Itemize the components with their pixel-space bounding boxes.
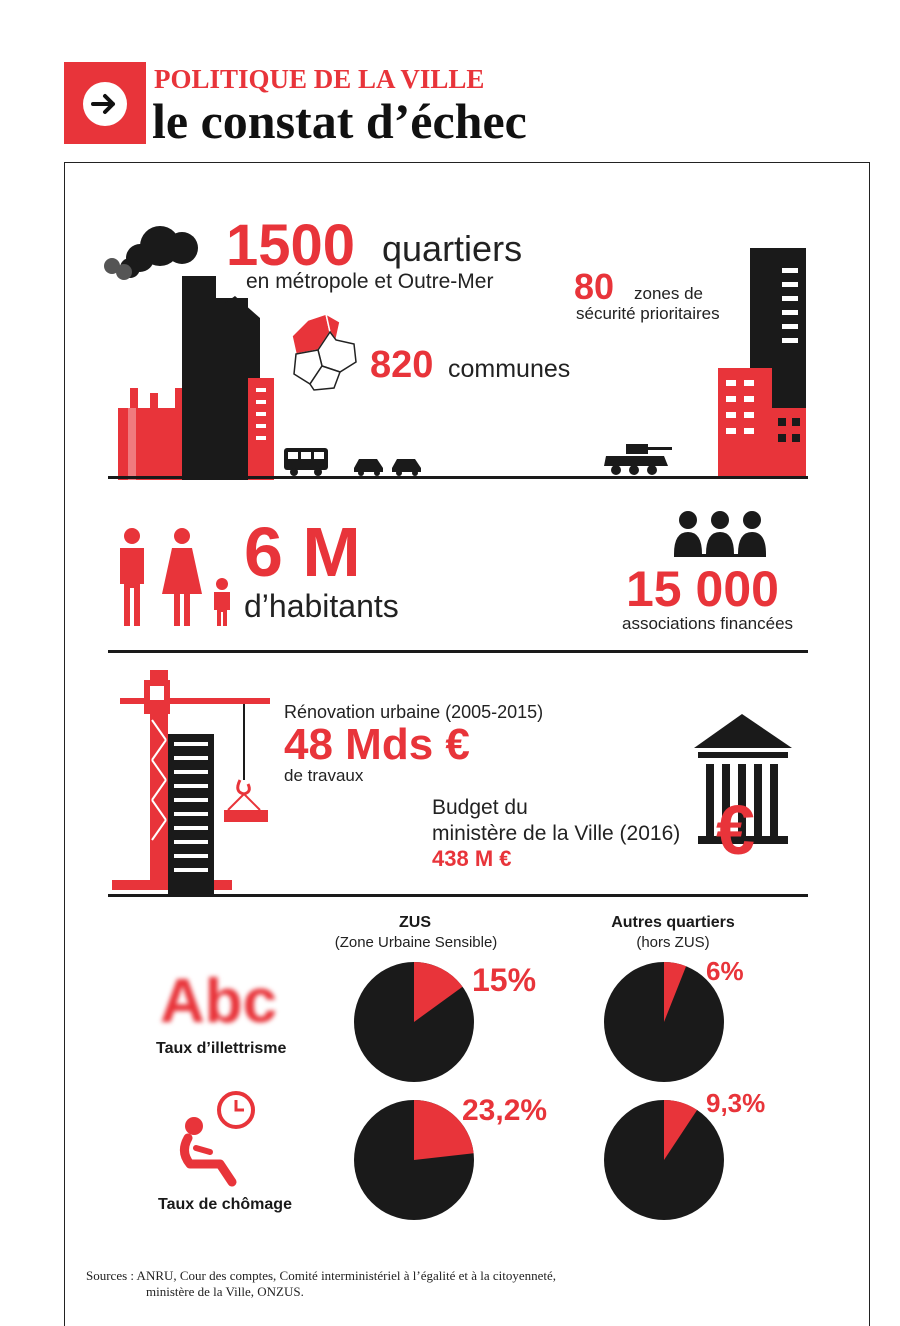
habitants-label: d’habitants — [244, 588, 399, 624]
chomage-autres-value: 9,3% — [706, 1088, 766, 1118]
chomage-zus-value: 23,2% — [462, 1094, 548, 1127]
renovation-title: Rénovation urbaine (2005-2015) — [284, 702, 544, 722]
budget-line2: ministère de la Ville (2016) — [432, 822, 681, 845]
section-divider-2 — [108, 894, 808, 897]
row-chomage-label: Taux de chômage — [158, 1196, 292, 1213]
communes-label: communes — [448, 355, 571, 383]
row-illettrisme-label: Taux d’illettrisme — [156, 1040, 287, 1057]
arrow-right-icon — [83, 82, 127, 126]
car-icon — [352, 456, 386, 476]
budget-line1: Budget du — [432, 796, 528, 819]
pie-chomage-zus — [352, 1098, 476, 1222]
ministry-building-icon — [694, 714, 804, 869]
budget-value: 438 M € — [432, 846, 512, 871]
map-icon — [288, 310, 360, 392]
associations-label: associations financées — [622, 614, 794, 633]
svg-text:€: € — [716, 791, 755, 869]
section-divider-1 — [108, 650, 808, 653]
abc-icon: Abc — [160, 967, 278, 1036]
quartiers-label: quartiers — [382, 228, 523, 269]
zones-label: zones de — [634, 284, 703, 303]
page-title: le constat d’échec — [152, 93, 527, 149]
associations-value: 15 000 — [626, 561, 779, 617]
communes-value: 820 — [370, 344, 434, 386]
right-buildings-icon — [700, 248, 812, 478]
sources-line1: Sources : ANRU, Cour des comptes, Comité interministériel à l’égalité et à la citoyenneté, — [86, 1268, 557, 1283]
family-icon — [112, 528, 238, 628]
illettrisme-autres-value: 6% — [706, 956, 744, 986]
col-autres-sub: (hors ZUS) — [636, 934, 710, 951]
zones-value: 80 — [574, 266, 615, 307]
quartiers-value: 1500 — [226, 213, 356, 278]
illettrisme-zus-value: 15% — [472, 962, 537, 998]
header-kicker: POLITIQUE DE LA VILLE — [154, 64, 485, 94]
renovation-sub: de travaux — [284, 766, 364, 785]
sources-line2: ministère de la Ville, ONZUS. — [146, 1284, 304, 1299]
col-zus-sub: (Zone Urbaine Sensible) — [334, 934, 498, 951]
col-zus-title: ZUS — [399, 914, 431, 931]
waiting-person-clock-icon — [176, 1090, 266, 1186]
renovation-value: 48 Mds € — [284, 720, 470, 769]
group-icon — [674, 510, 766, 558]
pie-illettrisme-zus — [352, 960, 476, 1084]
car-icon-2 — [390, 456, 424, 476]
road-line — [108, 476, 808, 479]
col-autres-title: Autres quartiers — [611, 914, 735, 931]
construction-building-icon — [168, 734, 214, 894]
zones-sub: sécurité prioritaires — [576, 304, 720, 323]
habitants-value: 6 M — [244, 513, 361, 591]
bus-icon — [284, 448, 328, 476]
quartiers-sub: en métropole et Outre-Mer — [246, 270, 494, 293]
armored-vehicle-icon — [604, 440, 674, 476]
